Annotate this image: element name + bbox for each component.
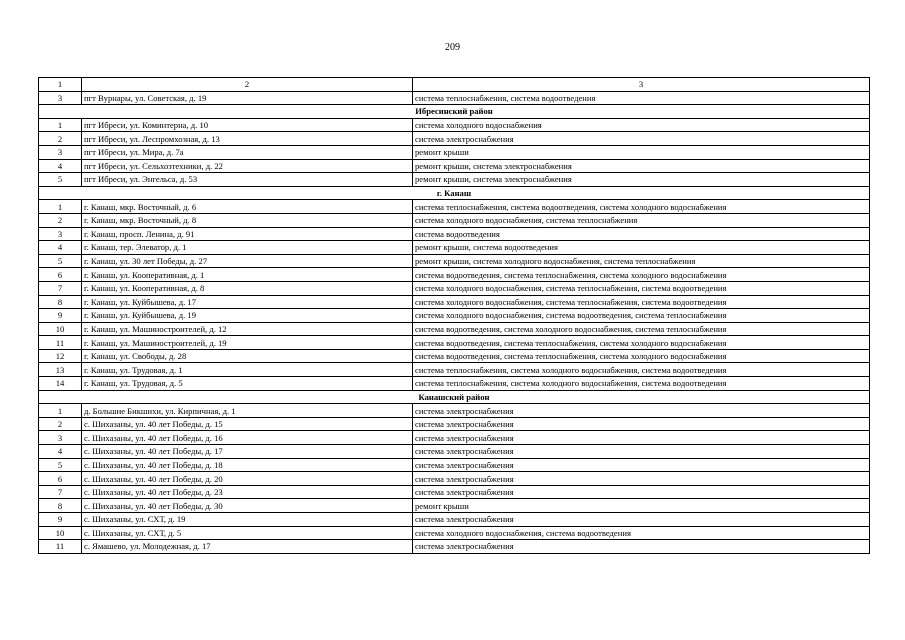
row-address: г. Канаш, ул. 30 лет Победы, д. 27 <box>82 254 413 268</box>
table-row <box>39 241 870 255</box>
row-number: 5 <box>39 173 82 187</box>
row-works: система электроснабжения <box>413 472 870 486</box>
row-number: 1 <box>39 404 82 418</box>
row-address: с. Шихазаны, ул. 40 лет Победы, д. 23 <box>82 485 413 499</box>
row-works: ремонт крыши <box>413 499 870 513</box>
row-number: 12 <box>39 349 82 363</box>
table-row <box>39 132 870 146</box>
table-row <box>39 363 870 377</box>
row-number: 8 <box>39 499 82 513</box>
row-address: с. Шихазаны, ул. 40 лет Победы, д. 30 <box>82 499 413 513</box>
table-row <box>39 540 870 554</box>
row-address: с. Шихазаны, ул. 40 лет Победы, д. 20 <box>82 472 413 486</box>
row-address: г. Канаш, ул. Машиностроителей, д. 19 <box>82 336 413 350</box>
row-address: с. Шихазаны, ул. 40 лет Победы, д. 18 <box>82 458 413 472</box>
row-number: 6 <box>39 268 82 282</box>
table-row <box>39 485 870 499</box>
row-number: 10 <box>39 526 82 540</box>
row-works: ремонт крыши, система электроснабжения <box>413 173 870 187</box>
row-number: 1 <box>39 118 82 132</box>
row-address: с. Ямашево, ул. Молодежная, д. 17 <box>82 540 413 554</box>
section-title: Канашский район <box>39 390 870 404</box>
row-works: система электроснабжения <box>413 132 870 146</box>
row-number: 7 <box>39 281 82 295</box>
section-title: Ибресинский район <box>39 105 870 119</box>
row-address: г. Канаш, ул. Свободы, д. 28 <box>82 349 413 363</box>
table-row <box>39 91 870 105</box>
header-col-num: 1 <box>39 78 82 92</box>
row-number: 3 <box>39 91 82 105</box>
section-header-row <box>39 390 870 404</box>
row-works: ремонт крыши, система водоотведения <box>413 241 870 255</box>
row-number: 8 <box>39 295 82 309</box>
table-row <box>39 349 870 363</box>
row-address: пгт Ибреси, ул. Леспромхозная, д. 13 <box>82 132 413 146</box>
table-row <box>39 213 870 227</box>
row-works: система водоотведения, система теплоснабжения, система холодного водоснабжения <box>413 349 870 363</box>
row-works: ремонт крыши, система электроснабжения <box>413 159 870 173</box>
row-works: система холодного водоснабжения, система водоотведения <box>413 526 870 540</box>
row-address: пгт Ибреси, ул. Коминтерна, д. 10 <box>82 118 413 132</box>
table-row <box>39 499 870 513</box>
row-number: 1 <box>39 200 82 214</box>
row-number: 2 <box>39 132 82 146</box>
repair-table <box>38 77 870 554</box>
row-address: г. Канаш, ул. Кооперативная, д. 1 <box>82 268 413 282</box>
row-works: система холодного водоснабжения, система теплоснабжения <box>413 213 870 227</box>
table-row <box>39 472 870 486</box>
row-address: г. Канаш, мкр. Восточный, д. 6 <box>82 200 413 214</box>
table-row <box>39 458 870 472</box>
header-col-address: 2 <box>82 78 413 92</box>
table-body <box>39 78 870 554</box>
row-works: система электроснабжения <box>413 431 870 445</box>
table-row <box>39 268 870 282</box>
row-address: с. Шихазаны, ул. 40 лет Победы, д. 17 <box>82 445 413 459</box>
row-address: с. Шихазаны, ул. СХТ, д. 19 <box>82 513 413 527</box>
row-number: 9 <box>39 513 82 527</box>
table-row <box>39 322 870 336</box>
row-works: система холодного водоснабжения, система водоотведения, система теплоснабжения <box>413 309 870 323</box>
row-address: г. Канаш, тер. Элеватор, д. 1 <box>82 241 413 255</box>
row-address: г. Канаш, просп. Ленина, д. 91 <box>82 227 413 241</box>
page-number: 209 <box>445 42 460 53</box>
row-number: 5 <box>39 254 82 268</box>
row-works: ремонт крыши <box>413 145 870 159</box>
row-address: с. Шихазаны, ул. 40 лет Победы, д. 15 <box>82 417 413 431</box>
row-number: 3 <box>39 227 82 241</box>
row-address: д. Большие Бикшихи, ул. Кирпичная, д. 1 <box>82 404 413 418</box>
row-works: система электроснабжения <box>413 513 870 527</box>
row-number: 6 <box>39 472 82 486</box>
table-row <box>39 513 870 527</box>
row-number: 3 <box>39 145 82 159</box>
table-row <box>39 159 870 173</box>
row-address: г. Канаш, ул. Трудовая, д. 5 <box>82 377 413 391</box>
table-row <box>39 173 870 187</box>
row-works: система электроснабжения <box>413 540 870 554</box>
row-number: 14 <box>39 377 82 391</box>
row-works: система электроснабжения <box>413 458 870 472</box>
row-address: г. Канаш, ул. Трудовая, д. 1 <box>82 363 413 377</box>
row-works: система водоотведения, система холодного водоснабжения, система теплоснабжения <box>413 322 870 336</box>
row-works: система холодного водоснабжения <box>413 118 870 132</box>
row-address: г. Канаш, ул. Куйбышева, д. 17 <box>82 295 413 309</box>
table-row <box>39 281 870 295</box>
row-works: система водоотведения, система теплоснабжения, система холодного водоснабжения <box>413 336 870 350</box>
table-row <box>39 431 870 445</box>
table-header-row <box>39 78 870 92</box>
row-works: система холодного водоснабжения, система теплоснабжения, система водоотведения <box>413 281 870 295</box>
row-address: пгт Ибреси, ул. Мира, д. 7а <box>82 145 413 159</box>
section-header-row <box>39 105 870 119</box>
row-works: система электроснабжения <box>413 445 870 459</box>
row-number: 11 <box>39 540 82 554</box>
row-works: система холодного водоснабжения, система теплоснабжения, система водоотведения <box>413 295 870 309</box>
section-title: г. Канаш <box>39 186 870 200</box>
row-works: система теплоснабжения, система холодного водоснабжения, система водоотведения <box>413 377 870 391</box>
row-works: ремонт крыши, система холодного водоснабжения, система теплоснабжения <box>413 254 870 268</box>
table-row <box>39 118 870 132</box>
row-number: 4 <box>39 445 82 459</box>
table-row <box>39 295 870 309</box>
row-address: пгт Ибреси, ул. Сельхозтехники, д. 22 <box>82 159 413 173</box>
row-number: 2 <box>39 213 82 227</box>
table-row <box>39 445 870 459</box>
row-address: пгт Вурнары, ул. Советская, д. 19 <box>82 91 413 105</box>
table-row <box>39 254 870 268</box>
row-number: 11 <box>39 336 82 350</box>
table-row <box>39 417 870 431</box>
table-row <box>39 145 870 159</box>
row-works: система теплоснабжения, система водоотведения, система холодного водоснабжения <box>413 200 870 214</box>
row-address: с. Шихазаны, ул. СХТ, д. 5 <box>82 526 413 540</box>
row-address: г. Канаш, мкр. Восточный, д. 8 <box>82 213 413 227</box>
row-address: с. Шихазаны, ул. 40 лет Победы, д. 16 <box>82 431 413 445</box>
row-number: 4 <box>39 159 82 173</box>
row-number: 13 <box>39 363 82 377</box>
row-number: 2 <box>39 417 82 431</box>
row-address: г. Канаш, ул. Машиностроителей, д. 12 <box>82 322 413 336</box>
row-works: система электроснабжения <box>413 485 870 499</box>
row-address: пгт Ибреси, ул. Энгельса, д. 53 <box>82 173 413 187</box>
row-works: система водоотведения <box>413 227 870 241</box>
table-row <box>39 227 870 241</box>
table-row <box>39 336 870 350</box>
table-row <box>39 309 870 323</box>
row-number: 5 <box>39 458 82 472</box>
row-address: г. Канаш, ул. Кооперативная, д. 8 <box>82 281 413 295</box>
row-works: система водоотведения, система теплоснабжения, система холодного водоснабжения <box>413 268 870 282</box>
row-works: система теплоснабжения, система водоотведения <box>413 91 870 105</box>
table-row <box>39 526 870 540</box>
row-works: система теплоснабжения, система холодного водоснабжения, система водоотведения <box>413 363 870 377</box>
table-row <box>39 377 870 391</box>
header-col-works: 3 <box>413 78 870 92</box>
row-number: 4 <box>39 241 82 255</box>
table-row <box>39 404 870 418</box>
row-number: 9 <box>39 309 82 323</box>
row-number: 10 <box>39 322 82 336</box>
row-number: 7 <box>39 485 82 499</box>
row-works: система электроснабжения <box>413 404 870 418</box>
row-address: г. Канаш, ул. Куйбышева, д. 19 <box>82 309 413 323</box>
section-header-row <box>39 186 870 200</box>
row-number: 3 <box>39 431 82 445</box>
row-works: система электроснабжения <box>413 417 870 431</box>
table-row <box>39 200 870 214</box>
